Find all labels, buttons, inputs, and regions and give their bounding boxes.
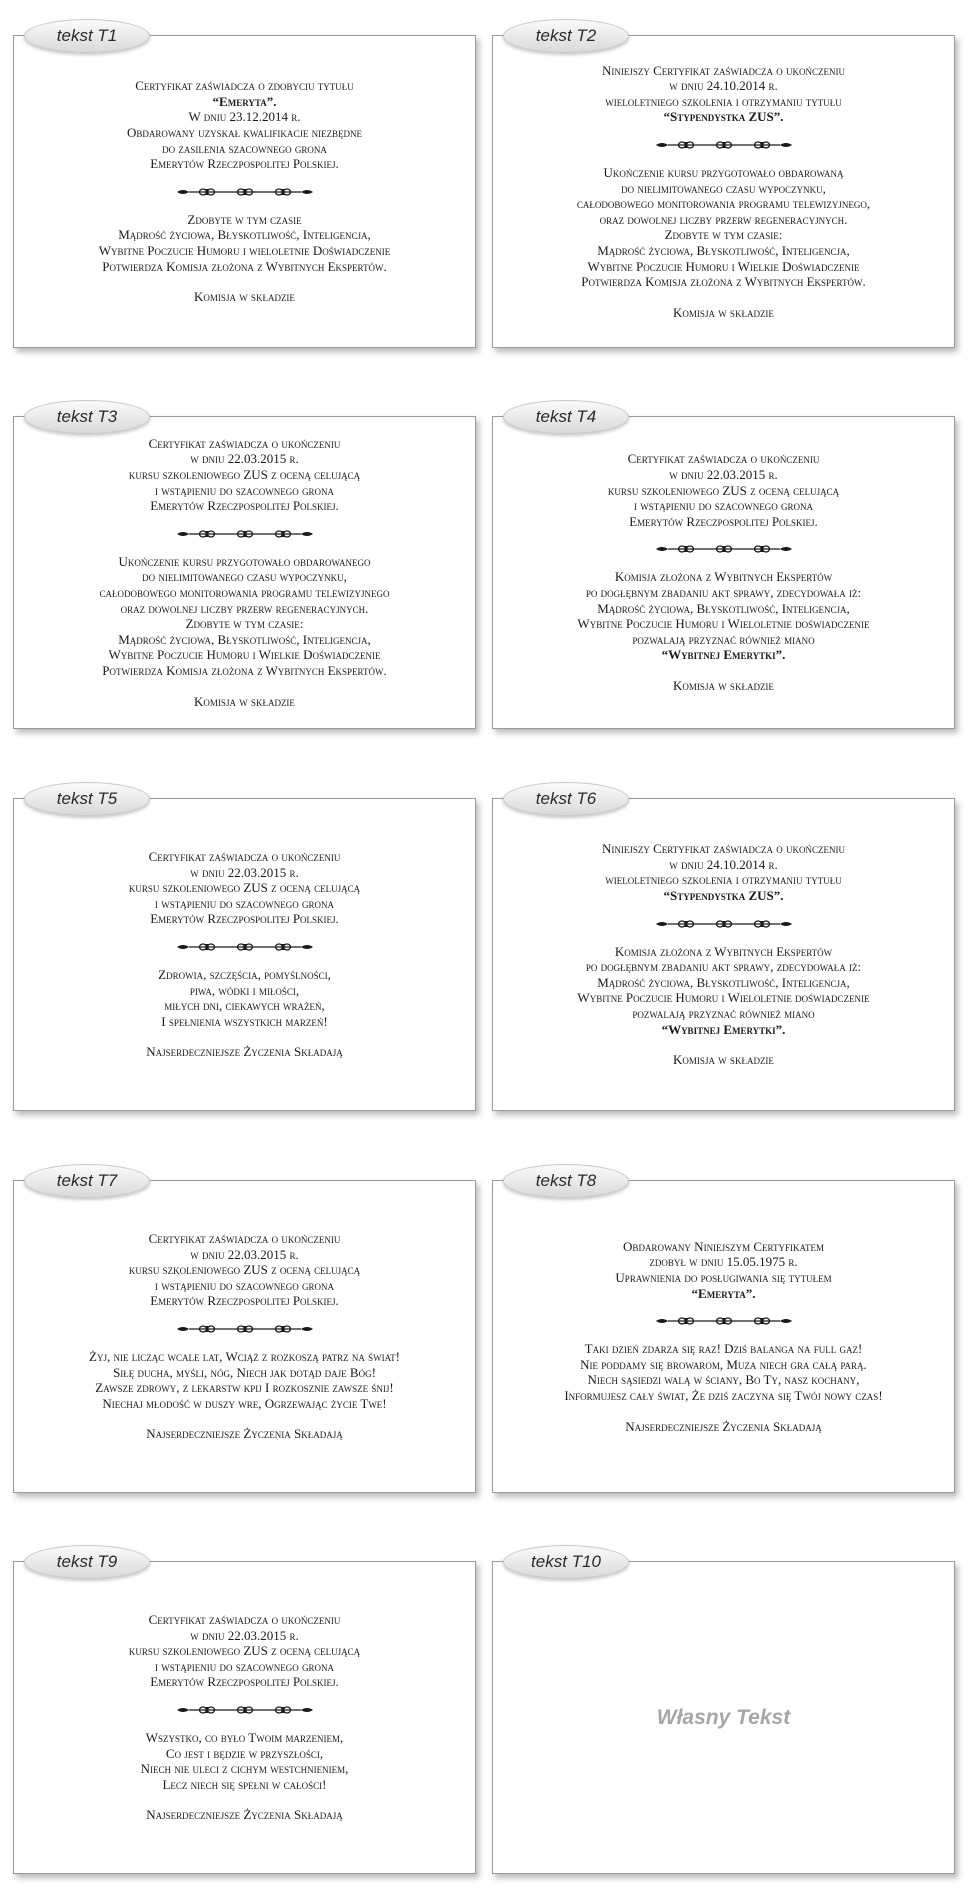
certificate-text <box>493 36 954 347</box>
text-line: Mądrość życiowa, Błyskotliwość, Inteligencja, <box>597 600 850 616</box>
text-line: Komisja w składzie <box>673 304 774 320</box>
certificate-text <box>14 1562 475 1873</box>
card-tab-label: tekst T8 <box>503 1164 629 1198</box>
text-line: i wstąpieniu do szacownego grona <box>155 482 334 498</box>
text-line: Obdarowany Niniejszym Certyfikatem <box>623 1238 824 1254</box>
text-line: Niniejszy Certyfikat zaświadcza o ukończeniu <box>602 841 845 857</box>
text-line: Ukończenie kursu przygotowało obdarowanego <box>118 553 371 569</box>
card-tab-label: tekst T9 <box>24 1545 150 1579</box>
text-line: i wstąpieniu do szacownego grona <box>634 498 813 514</box>
divider-ornament <box>175 528 315 540</box>
text-line: Zdobyte w tym czasie <box>187 211 302 227</box>
text-line: Wybitne Poczucie Humoru i Wielkie Doświadczenie <box>108 647 381 663</box>
text-line: Taki dzień zdarza się raz! Dziś balanga na full gaz! <box>584 1341 863 1357</box>
text-line: w dniu 22.03.2015 r. <box>190 1627 299 1643</box>
text-line: Zawsze zdrowy, z lekarstw kpij I rozkosznie zawsze śnij! <box>95 1380 394 1396</box>
text-line: Komisja w składzie <box>194 693 295 709</box>
text-line: Certyfikat zaświadcza o ukończeniu <box>148 435 341 451</box>
divider-ornament <box>175 1704 315 1716</box>
divider-ornament <box>654 543 794 555</box>
certificate-text <box>14 417 475 728</box>
card-t5[interactable] <box>13 789 476 1111</box>
text-line: Emerytów Rzeczpospolitej Polskiej. <box>150 1674 339 1690</box>
text-line: pozwalają przyznać również miano <box>632 1005 815 1021</box>
card-t8[interactable] <box>492 1171 955 1493</box>
text-line: Wszystko, co było Twoim marzeniem, <box>145 1730 344 1745</box>
text-line: pozwalają przyznać również miano <box>632 631 815 647</box>
text-line: kursu szkoleniowego ZUS z oceną celującą <box>128 1643 361 1659</box>
text-line: do zasilenia szacownego grona <box>162 140 327 156</box>
text-line: Certyfikat zaświadcza o ukończeniu <box>627 451 820 467</box>
text-line: do nielimitowanego czasu wypoczynku, <box>621 180 826 196</box>
divider-ornament <box>175 186 315 198</box>
text-line: Potwierdza Komisja złożona z Wybitnych Ekspertów. <box>581 274 866 290</box>
text-line: i wstąpieniu do szacownego grona <box>155 895 334 911</box>
certificate-text <box>14 799 475 1110</box>
text-line: Certyfikat zaświadcza o ukończeniu <box>148 1612 341 1628</box>
text-line: kursu szkoleniowego ZUS z oceną celującą <box>128 467 361 483</box>
text-line: całodobowego monitorowania programu telewizyjnego <box>99 585 390 600</box>
card-tab-label: tekst T5 <box>24 782 150 816</box>
text-line: Potwierdza Komisja złożona z Wybitnych Ekspertów. <box>102 662 387 678</box>
card-t1[interactable] <box>13 26 476 348</box>
card-tab-label: tekst T10 <box>503 1545 629 1579</box>
text-line: i wstąpieniu do szacownego grona <box>155 1277 334 1293</box>
text-line: Emerytów Rzeczpospolitej Polskiej. <box>150 156 339 172</box>
text-line: Mądrość życiowa, Błyskotliwość, Inteligencja, <box>597 974 850 990</box>
certificate-text <box>14 36 475 347</box>
text-line: Ukończenie kursu przygotowało obdarowaną <box>603 165 844 181</box>
card-tab-label: tekst T1 <box>24 19 150 53</box>
card-tab-label: tekst T3 <box>24 400 150 434</box>
custom-text-placeholder: Własny Tekst <box>656 1705 791 1729</box>
text-line: Niechaj młodość w duszy wre, Ogrzewając życie Twe! <box>102 1395 387 1411</box>
text-line: Niniejszy Certyfikat zaświadcza o ukończeniu <box>602 62 845 78</box>
text-line: Wybitne Poczucie Humoru i wieloletnie Doświadczenie <box>98 242 391 258</box>
text-line: oraz dowolnej liczby przerw regeneracyjnych. <box>599 211 848 227</box>
card-t2[interactable] <box>492 26 955 348</box>
divider-ornament <box>654 139 794 151</box>
card-t3[interactable] <box>13 407 476 729</box>
text-line: całodobowego monitorowania programu telewizyjnego, <box>576 196 871 212</box>
text-line: miłych dni, ciekawych wrażeń, <box>164 998 325 1014</box>
title-line: “Emeryta”. <box>691 1285 756 1301</box>
card-t7[interactable] <box>13 1171 476 1493</box>
text-line: Mądrość życiowa, Błyskotliwość, Inteligencja, <box>118 631 371 647</box>
text-line: Niech nie uleci z cichym westchnieniem, <box>140 1761 349 1777</box>
text-line: Komisja w składzie <box>194 289 295 305</box>
text-line: Potwierdza Komisja złożona z Wybitnych Ekspertów. <box>102 258 387 274</box>
text-line: w dniu 22.03.2015 r. <box>190 864 299 880</box>
divider-ornament <box>654 1315 794 1327</box>
text-line: Komisja złożona z Wybitnych Ekspertów <box>614 943 833 959</box>
text-line: po dogłębnym zbadaniu akt sprawy, zdecydowała iż: <box>585 585 862 600</box>
text-line: Nie poddamy się browarom, Muza niech gra całą parą. <box>580 1356 867 1372</box>
card-t6[interactable] <box>492 789 955 1111</box>
text-line: Informujesz cały świat, Że dziś zaczyna się Twój nowy czas! <box>564 1387 883 1403</box>
text-line: Siłę ducha, myśli, nóg, Niech jak dotąd daje Bóg! <box>113 1364 376 1380</box>
text-line: Emerytów Rzeczpospolitej Polskiej. <box>150 1293 339 1309</box>
card-tab-label: tekst T4 <box>503 400 629 434</box>
certificate-text <box>493 799 954 1110</box>
text-line: Mądrość życiowa, Błyskotliwość, Inteligencja, <box>597 242 850 258</box>
text-line: Żyj, nie licząc wcale lat, Wciąż z rozkoszą patrz na świat! <box>89 1349 400 1364</box>
title-line: “Wybitnej Emerytki”. <box>661 647 786 663</box>
text-line: Uprawnienia do posługiwania się tytułem <box>615 1270 832 1286</box>
text-line: Emerytów Rzeczpospolitej Polskiej. <box>150 911 339 927</box>
card-t4[interactable] <box>492 407 955 729</box>
text-line: oraz dowolnej liczby przerw regeneracyjnych. <box>120 600 369 616</box>
text-line: Lecz niech się spełni w całości! <box>162 1776 327 1792</box>
text-line: Mądrość życiowa, Błyskotliwość, Inteligencja, <box>118 227 371 243</box>
card-tab-label: tekst T2 <box>503 19 629 53</box>
text-line: wieloletniego szkolenia i otrzymaniu tytułu <box>605 872 842 888</box>
text-line: kursu szkoleniowego ZUS z oceną celującą <box>128 1262 361 1278</box>
text-line: Emerytów Rzeczpospolitej Polskiej. <box>629 513 818 529</box>
card-t10-custom[interactable] <box>492 1552 955 1874</box>
text-line: piwa, wódki i miłości, <box>189 982 300 998</box>
text-line: Zdrowia, szczęścia, pomyślności, <box>158 967 331 982</box>
text-line: do nielimitowanego czasu wypoczynku, <box>142 569 347 585</box>
text-line: w dniu 24.10.2014 r. <box>669 78 778 94</box>
text-line: Wybitne Poczucie Humoru i Wieloletnie doświadczenie <box>577 616 870 632</box>
text-line: I spełnienia wszystkich marzeń! <box>161 1013 328 1029</box>
card-t9[interactable] <box>13 1552 476 1874</box>
title-line: “Emeryta”. <box>212 93 277 109</box>
text-line: Wybitne Poczucie Humoru i Wieloletnie doświadczenie <box>577 990 870 1006</box>
text-line: w dniu 22.03.2015 r. <box>669 467 778 483</box>
text-line: Najserdeczniejsze Życzenia Składają <box>146 1044 343 1060</box>
text-line: w dniu 22.03.2015 r. <box>190 451 299 467</box>
certificate-text <box>493 417 954 728</box>
text-line: po dogłębnym zbadaniu akt sprawy, zdecydowała iż: <box>585 959 862 975</box>
title-line: “Wybitnej Emerytki”. <box>661 1021 786 1037</box>
text-line: Najserdeczniejsze Życzenia Składają <box>625 1418 822 1434</box>
text-line: zdobył w dniu 15.05.1975 r. <box>649 1254 798 1270</box>
text-line: Zdobyte w tym czasie: <box>664 227 783 243</box>
text-line: w dniu 24.10.2014 r. <box>669 856 778 872</box>
text-line: w dniu 22.03.2015 r. <box>190 1246 299 1262</box>
text-line: wieloletniego szkolenia i otrzymaniu tytułu <box>605 93 842 109</box>
text-line: Komisja w składzie <box>673 677 774 693</box>
text-line: Obdarowany uzyskał kwalifikacje niezbędne <box>126 125 363 141</box>
text-line: Najserdeczniejsze Życzenia Składają <box>146 1807 343 1823</box>
divider-ornament <box>175 941 315 953</box>
text-line: kursu szkoleniowego ZUS z oceną celującą <box>607 482 840 498</box>
text-line: Najserdeczniejsze Życzenia Składają <box>146 1426 343 1442</box>
certificate-text <box>493 1181 954 1492</box>
text-line: W dniu 23.12.2014 r. <box>188 109 301 125</box>
title-line: “Stypendystka ZUS”. <box>663 888 784 904</box>
divider-ornament <box>654 918 794 930</box>
text-line: Wybitne Poczucie Humoru i Wielkie Doświadczenie <box>587 258 860 274</box>
card-tab-label: tekst T6 <box>503 782 629 816</box>
text-line: kursu szkoleniowego ZUS z oceną celującą <box>128 880 361 896</box>
text-line: Emerytów Rzeczpospolitej Polskiej. <box>150 498 339 514</box>
text-line: Komisja w składzie <box>673 1052 774 1068</box>
text-line: Certyfikat zaświadcza o ukończeniu <box>148 1231 341 1247</box>
text-line: Certyfikat zaświadcza o zdobyciu tytułu <box>135 78 354 94</box>
text-line: Co jest i będzie w przyszłości, <box>165 1745 324 1761</box>
text-line: Niech sąsiedzi walą w ściany, Bo Ty, nasz kochany, <box>587 1372 860 1388</box>
divider-ornament <box>175 1323 315 1335</box>
card-tab-label: tekst T7 <box>24 1164 150 1198</box>
text-line: Zdobyte w tym czasie: <box>185 616 304 632</box>
text-line: Certyfikat zaświadcza o ukończeniu <box>148 849 341 865</box>
text-line: i wstąpieniu do szacownego grona <box>155 1658 334 1674</box>
title-line: “Stypendystka ZUS”. <box>663 109 784 125</box>
certificate-text <box>14 1181 475 1492</box>
text-line: Komisja złożona z Wybitnych Ekspertów <box>614 569 833 585</box>
